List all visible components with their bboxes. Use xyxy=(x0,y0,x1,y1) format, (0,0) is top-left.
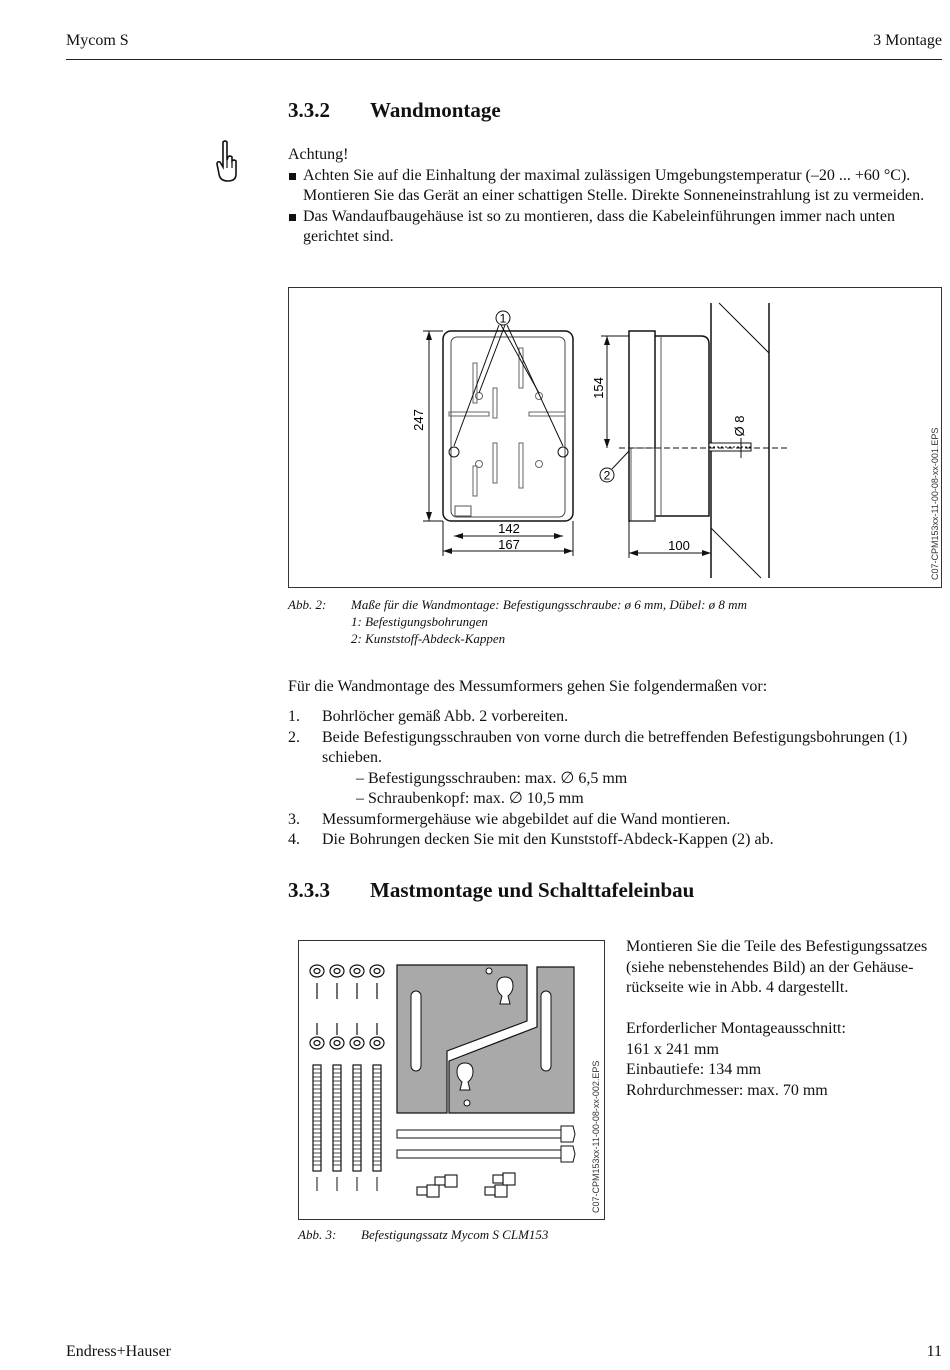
header-left: Mycom S xyxy=(66,32,129,49)
figure-code: C07-CPM153xx-11-00-08-xx-001.EPS xyxy=(930,427,940,580)
step-item: 4. Die Bohrungen decken Sie mit den Kunststoff-Abdeck-Kappen (2) ab. xyxy=(288,831,774,848)
figure-3-caption: Abb. 3: Befestigungssatz Mycom S CLM153 xyxy=(298,1227,549,1242)
header-right: 3 Montage xyxy=(873,32,942,49)
substep-item: – Befestigungsschrauben: max. ∅ 6,5 mm xyxy=(356,769,628,787)
caution-label: Achtung! xyxy=(288,146,349,163)
wall-mount-intro: Für die Wandmontage des Messumformers gehen Sie folgendermaßen vor: xyxy=(288,678,768,695)
dim-154: 154 xyxy=(591,377,606,399)
page-number: 11 xyxy=(926,1343,942,1360)
dim-8: Ø 8 xyxy=(732,415,747,437)
caution-bullet: Das Wandaufbaugehäuse ist so zu montieren, dass die Kabeleinführungen immer nach unten gerichtet sind. xyxy=(288,207,940,248)
footer-brand: Endress+Hauser xyxy=(66,1343,171,1360)
step-item: 3. Messumformergehäuse wie abgebildet auf die Wand montieren. xyxy=(288,810,731,828)
dim-142: 142 xyxy=(498,521,520,536)
callout-1: 1 xyxy=(499,311,507,326)
dim-167: 167 xyxy=(498,537,520,552)
substep-item: – Schraubenkopf: max. ∅ 10,5 mm xyxy=(356,790,584,807)
mounting-kit-paragraph: Montieren Sie die Teile des Befestigungssatzes (siehe nebenstehendes Bild) an der Gehäuse-rückseite wie in Abb. 4 dargestellt. xyxy=(626,938,928,996)
section-heading-wandmontage: 3.3.2 Wandmontage xyxy=(288,98,501,122)
pointing-hand-icon xyxy=(214,140,240,184)
dim-100: 100 xyxy=(668,538,690,553)
dim-247: 247 xyxy=(411,409,426,431)
figure-mounting-kit xyxy=(298,940,605,1220)
figure-3-code: C07-CPM153xx-11-00-08-xx-002.EPS xyxy=(591,1060,601,1213)
header-rule xyxy=(66,59,942,60)
cutout-specs: Erforderlicher Montageausschnitt: 161 x 241 mm Einbautiefe: 134 mm Rohrdurchmesser: max. 70 mm xyxy=(626,1020,846,1099)
caution-bullet: Achten Sie auf die Einhaltung der maximal zulässigen Umgebungstemperatur (–20 ... +60 °C). Montieren Sie das Gerät an einer schattigen Stelle. Direkte Sonneneinstrahlung ist zu vermeiden. xyxy=(288,166,940,207)
section-heading-mastmontage: 3.3.3 Mastmontage und Schalttafeleinbau xyxy=(288,878,695,902)
step-item: 2. Beide Befestigungsschrauben von vorne durch die betreffenden Befestigungsbohrungen (1) schieben. – Befestigungsschrauben: max. ∅ 6,5 mm – Schraubenkopf: max. ∅ 10,5 mm xyxy=(288,728,938,810)
figure-2-caption: Abb. 2: Maße für die Wandmontage: Befestigungsschraube: ø 6 mm, Dübel: ø 8 mm 1: Befestigungsbohrungen 2: Kunststoff-Abdeck-Kappen xyxy=(288,597,747,646)
step-item: 1. Bohrlöcher gemäß Abb. 2 vorbereiten. xyxy=(288,708,569,725)
figure-wall-mount-dimensions xyxy=(288,287,942,588)
callout-2: 2 xyxy=(603,468,611,483)
